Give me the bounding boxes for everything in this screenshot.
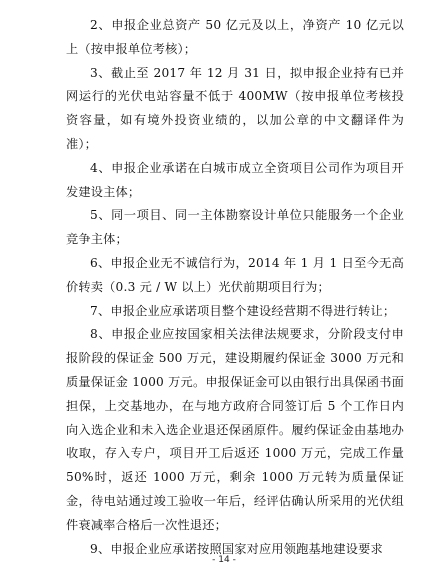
paragraph-9: 9、申报企业应承诺按照国家对应用领跑基地建设要求 [90,541,383,556]
paragraph-7: 7、申报企业应承诺项目整个建设经营期不得进行转让； [90,303,396,318]
paragraph-2: 2、申报企业总资产 50 亿元及以上，净资产 10 亿元以上（按申报单位考核）； [66,18,404,56]
paragraph-4: 4、申报企业承诺在白城市成立全资项目公司作为项目开发建设主体； [66,160,404,199]
page-number: - 14 - [212,555,236,565]
paragraph-8: 8、申报企业应按国家相关法律法规要求，分阶段支付申报阶段的保证金 500 万元，建设期履约保证金 3000 万元和质量保证金 1000 万元。申报保证金可以由银行出具保函书面担保，上交基地办，在与地方政府合同签订后 5 个工作日内向入选企业和未入选企业退还保函原件。履约保证金由基地办收取，存入专户，项目开工后返还 1000 万元，完成工作量 50%时，返还 1000 万元，剩余 1000 万元转为质量保证金，待电站通过竣工验收一年后，经评估确认所采用的光伏组件衰减率合格后一次性退还； [66,327,404,532]
paragraph-6: 6、申报企业无不诚信行为，2014 年 1 月 1 日至今无高价转卖（0.3 元 / W 以上）光伏前期项目行为； [66,255,404,294]
paragraph-3: 3、截止至 2017 年 12 月 31 日，拟申报企业持有已并网运行的光伏电站容量不低于 400MW（按申报单位考核投资容量，如有境外投资业绩的，以加公章的中文翻译件为准）； [66,65,404,151]
paragraph-5: 5、同一项目、同一主体勘察设计单位只能服务一个企业竞争主体； [66,208,404,247]
